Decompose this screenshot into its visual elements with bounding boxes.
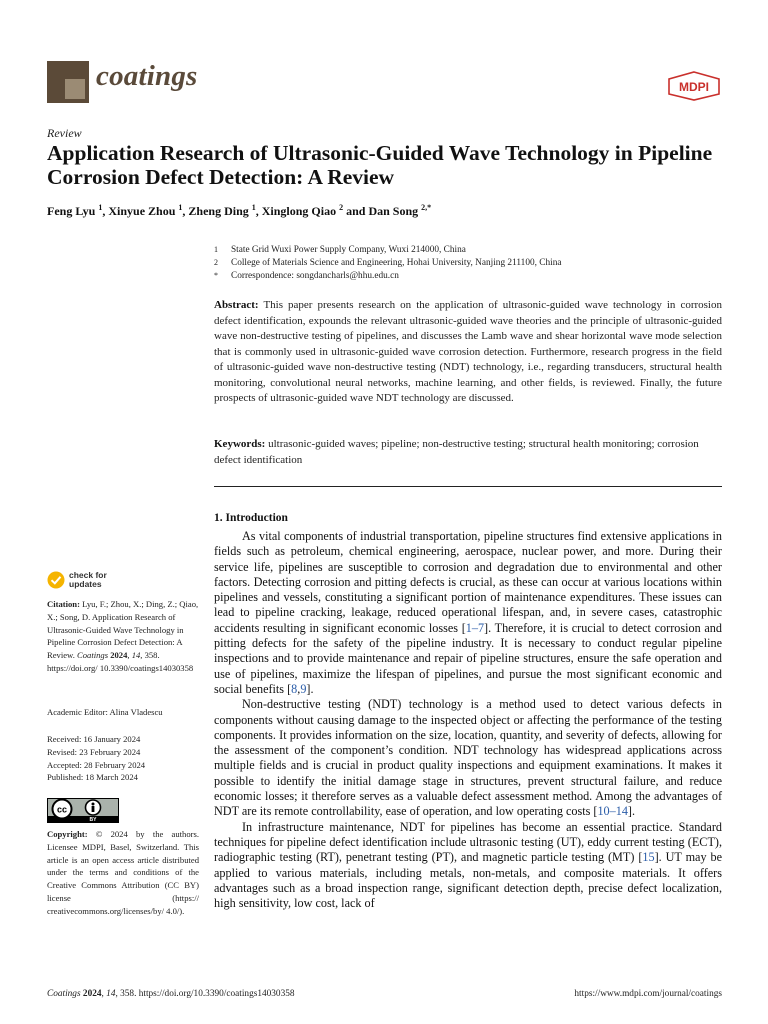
svg-text:MDPI: MDPI <box>679 80 709 94</box>
svg-text:BY: BY <box>89 817 97 823</box>
date-received: Received: 16 January 2024 <box>47 734 141 744</box>
copyright-label: Copyright: <box>47 829 88 839</box>
keywords-text: ultrasonic-guided waves; pipeline; non-destructive testing; structural health monitoring; corrosion defect identification <box>214 438 699 466</box>
reference-link[interactable]: 10–14 <box>597 804 628 819</box>
cc-by-license-icon[interactable] <box>47 798 119 823</box>
mdpi-logo-icon[interactable] <box>667 71 721 101</box>
academic-editor: Academic Editor: Alina Vladescu <box>47 707 163 717</box>
author-affiliation-mark: 1 <box>178 203 183 212</box>
check-for-updates-button[interactable] <box>47 571 107 589</box>
check-icon <box>47 571 65 589</box>
author-affiliation-mark: 2,* <box>421 203 432 212</box>
affiliation-row <box>214 270 561 283</box>
divider <box>214 486 722 487</box>
author-affiliation-mark: 1 <box>251 203 256 212</box>
author-name: Xinglong Qiao <box>261 204 340 218</box>
date-published: Published: 18 March 2024 <box>47 772 138 783</box>
date-revised: Revised: 23 February 2024 <box>47 746 141 757</box>
body-text <box>214 529 722 911</box>
abstract-label: Abstract: <box>214 299 259 311</box>
body-paragraph <box>214 529 722 697</box>
abstract-text: This paper presents research on the application of ultrasonic-guided wave technology in corrosion defect identification, expounds the relevant ultrasonic-guided wave theories and the principle of ultrasonic-guided wave non-destructive testing of pipelines, and discusses the Lamb wave and shear horizontal wave mode selection that is commonly used in ultrasonic-guided wave corrosion detection. Furthermore, research progress in the field of ultrasonic-guided wave non-destructive testing (NDT) technology, i.e., regarding transducers, structural health monitoring, convolutional neural networks, machine learning, and other fields, is reviewed. Finally, the future prospects of ultrasonic-guided wave NDT technology are discussed. <box>214 299 722 404</box>
check-updates-line2: updates <box>69 579 102 589</box>
citation-label: Citation: <box>47 599 80 609</box>
paragraph-text: ]. Therefore, it is crucial to detect corrosion and pitting defects for the safety of the pipeline industry. It is necessary to conduct regular pipeline inspections and to provide maintenance and repair of pipeline structures, ensure the safe operation and use of pipelines, maximize the lifespan of pipelines, and pursue the most significant economic and social benefits [ <box>214 620 722 696</box>
affiliation-row <box>214 257 561 270</box>
paragraph-text: Non-destructive testing (NDT) technology is a method used to detect various defects in components without causing damage to the inspected object or affecting the performance of the testing components. It provides information on the size, location, quantity, and severity of defects, allowing for the assessment of the component’s condition. NDT technology has widespread applications across multiple fields and is crucial in product quality inspections and equipment examinations. It makes it possible to identify the initial damage stage in structures, prevent structural failure, and reduce economic losses; it therefore serves as a valuable defect assessment method. Among the advantages of NDT are its remote controllability, ease of operation, and low operating costs [ <box>214 697 722 819</box>
affiliation-mark: 2 <box>214 257 218 267</box>
author-separator: and <box>343 204 369 218</box>
citation-doi[interactable]: , 358. https://doi.org/ 10.3390/coatings14030358 <box>47 650 194 673</box>
affiliation-row <box>214 244 561 257</box>
author-list <box>47 203 431 219</box>
paragraph-text: In infrastructure maintenance, NDT for pipelines has become an essential practice. Standard techniques for pipeline defect identification include ultrasonic testing (UT), eddy current testing (ECT), radiographic testing (RT), penetrant testing (PT), and magnetic particle testing (MT) [ <box>214 819 722 865</box>
affiliation-mark: 1 <box>214 245 218 254</box>
journal-url-link[interactable]: https://www.mdpi.com/journal/coatings <box>574 989 722 999</box>
reference-link[interactable]: 8 <box>291 681 298 696</box>
body-paragraph <box>214 697 722 819</box>
date-accepted: Accepted: 28 February 2024 <box>47 759 146 770</box>
paragraph-text: As vital components of industrial transportation, pipeline structures find extensive applications in fields such as petroleum, chemical engineering, aerospace, nuclear power, and more. During their service life, pipelines are susceptible to corrosion and degradation due to environmental and other factors. Detecting corrosion and pitting defects is crucial, as these can occur at various locations within pipelines and vessels, constituting a significant portion of maintenance expenditures. These issues can lead to pipeline cracking, leakage, reduced operational lifespan, and, in severe cases, catastrophic accidents resulting in significant economic losses [ <box>214 529 722 635</box>
paragraph-text: , <box>297 681 301 696</box>
affiliation-text: State Grid Wuxi Power Supply Company, Wuxi 214000, China <box>231 245 466 255</box>
copyright-notice <box>47 828 199 918</box>
reference-link[interactable]: 1–7 <box>465 620 485 635</box>
author-affiliation-mark: 1 <box>98 203 103 212</box>
journal-logo-icon <box>47 61 89 103</box>
copyright-text: © 2024 by the authors. Licensee MDPI, Basel, Switzerland. This article is an open access article distributed under the terms and conditions of the Creative Commons Attribution (CC BY) license (https:// creativecommons.org/licenses/by/ 4.0/). <box>47 829 199 916</box>
author-name: Feng Lyu <box>47 204 99 218</box>
section-heading: 1. Introduction <box>214 512 288 524</box>
citation: Citation: Lyu, F.; Zhou, X.; Ding, Z.; Qiao, X.; Song, D. Application Research of Ultrasonic-Guided Wave Technology in Pipeline Corrosion Defect Detection: A Review. Coatings 2024, 14, 358. https://doi.org/ 10.3390/coatings14030358 <box>47 599 199 673</box>
author-name: Zheng Ding <box>188 204 252 218</box>
affiliations <box>214 244 561 282</box>
paragraph-text: ]. UT may be applied to various materials, including metals, non-metals, and composite materials. It offers advantages such as a broad inspection range, significant detection depth, precise defect localization, high sensitivity, low cost, lack of <box>214 850 722 911</box>
footer-journal: Coatings <box>47 989 81 999</box>
author-separator: , <box>102 204 109 218</box>
author-name: Dan Song <box>368 204 422 218</box>
citation-text: Lyu, F.; Zhou, X.; Ding, Z.; Qiao, X.; Song, D. Application Research of Ultrasonic-Guided Wave Technology in Pipeline Corrosion Defect Detection: A Review. <box>47 599 199 661</box>
footer-citation: Coatings 2024, 14, 358. https://doi.org/10.3390/coatings14030358 <box>47 989 295 999</box>
author-name: Xinyue Zhou <box>108 204 179 218</box>
author-separator: , <box>182 204 189 218</box>
publication-dates <box>47 733 199 784</box>
keywords <box>214 437 722 468</box>
body-paragraph <box>214 820 722 912</box>
citation-journal: Coatings <box>77 650 109 661</box>
author-separator: , <box>255 204 262 218</box>
author-affiliation-mark: 2 <box>339 203 344 212</box>
journal-name: coatings <box>96 60 198 92</box>
keywords-label: Keywords: <box>214 438 266 450</box>
reference-link[interactable]: 15 <box>642 850 655 865</box>
affiliation-text[interactable]: Correspondence: songdancharls@hhu.edu.cn <box>231 270 399 281</box>
citation-year: 2024 <box>110 650 128 661</box>
citation-volume: 14 <box>131 650 141 661</box>
article-type: Review <box>47 126 82 140</box>
affiliation-mark: * <box>214 270 218 280</box>
footer-year: 2024 <box>82 989 102 999</box>
footer-volume: 14 <box>106 989 116 999</box>
svg-text:cc: cc <box>56 804 68 815</box>
reference-link[interactable]: 9 <box>300 681 307 696</box>
article-title: Application Research of Ultrasonic-Guided Wave Technology in Pipeline Corrosion Defect Detection: A Review <box>47 141 713 189</box>
paragraph-text: ]. <box>627 804 636 819</box>
affiliation-text: College of Materials Science and Engineering, Hohai University, Nanjing 211100, China <box>231 257 562 268</box>
check-updates-line1: check for <box>69 570 107 580</box>
footer-doi[interactable]: , 358. https://doi.org/10.3390/coatings14030358 <box>115 989 295 999</box>
paragraph-text: ]. <box>306 681 314 696</box>
abstract <box>214 298 722 407</box>
